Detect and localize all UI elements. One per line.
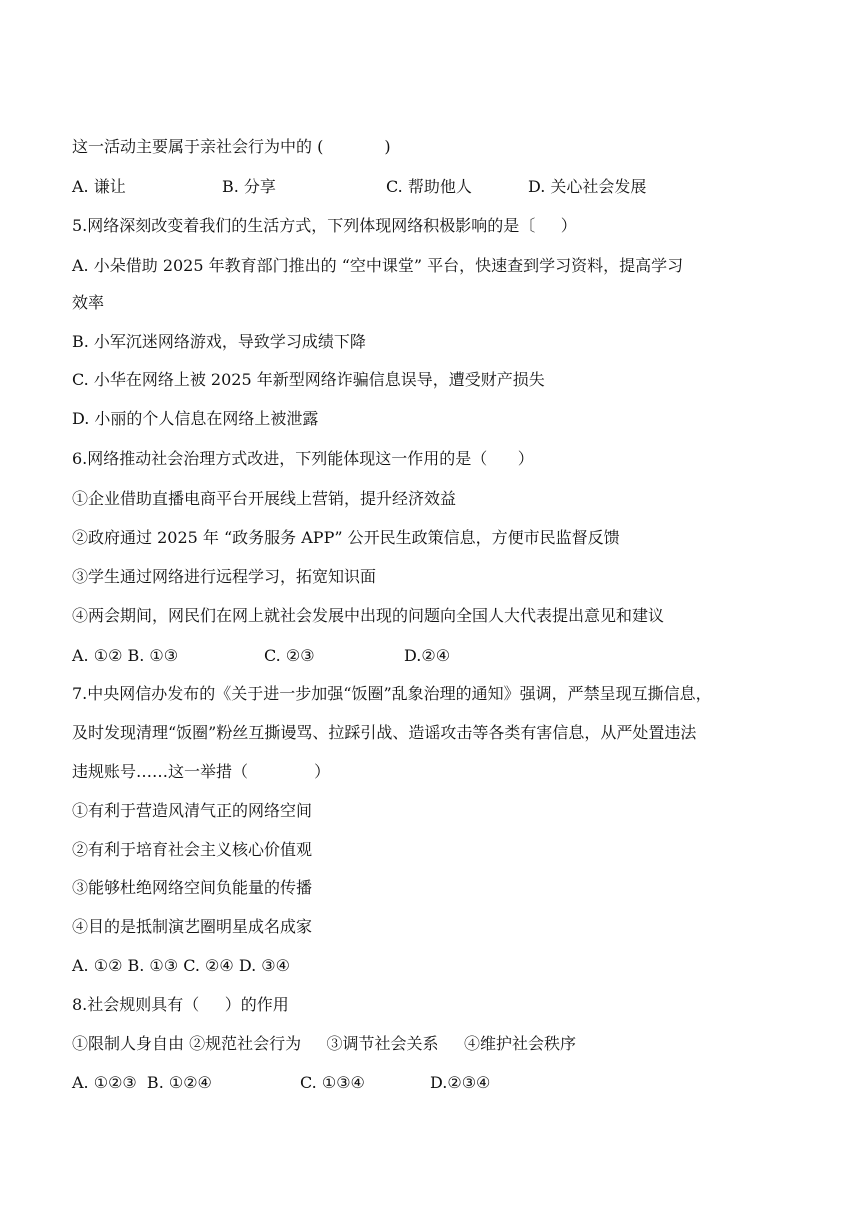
q7-statement-3: ③能够杜绝网络空间负能量的传播: [72, 878, 313, 897]
q5-option-c: C. 小华在网络上被 2025 年新型网络诈骗信息误导，遭受财产损失: [72, 370, 545, 389]
q7-options: A. ①② B. ①③ C. ②④ D. ③④: [72, 956, 290, 975]
q4-stem-tail: 这一活动主要属于亲社会行为中的 ( ): [72, 137, 391, 156]
q5-stem: 5.网络深刻改变着我们的生活方式，下列体现网络积极影响的是〔 ）: [72, 216, 577, 235]
q8-option-c: C. ①③④: [300, 1073, 365, 1092]
q4-option-c: C. 帮助他人: [386, 177, 472, 196]
q7-statement-2: ②有利于培育社会主义核心价值观: [72, 840, 313, 859]
q6-options-ab: A. ①② B. ①③: [72, 646, 179, 665]
q6-stem: 6.网络推动社会治理方式改进，下列能体现这一作用的是（ ）: [72, 449, 534, 468]
q6-option-d: D.②④: [404, 646, 451, 665]
q7-stem-line3: 违规账号……这一举措（ ）: [72, 762, 331, 781]
q5-option-d: D. 小丽的个人信息在网络上被泄露: [72, 409, 319, 428]
q7-statement-4: ④目的是抵制演艺圈明星成名成家: [72, 917, 313, 936]
q8-stem: 8.社会规则具有（ ）的作用: [72, 995, 289, 1014]
q6-option-c: C. ②③: [264, 646, 315, 665]
q5-option-a-line2: 效率: [72, 293, 105, 312]
q6-statement-3: ③学生通过网络进行远程学习，拓宽知识面: [72, 567, 377, 586]
q8-option-d: D.②③④: [430, 1073, 491, 1092]
q7-statement-1: ①有利于营造风清气正的网络空间: [72, 801, 313, 820]
q7-stem-line1: 7.中央网信办发布的《关于进一步加强“饭圈”乱象治理的通知》强调，严禁呈现互撕信息，: [72, 684, 712, 703]
q5-option-a-line1: A. 小朵借助 2025 年教育部门推出的 “空中课堂” 平台，快速查到学习资料，提高学习: [72, 256, 684, 275]
q8-options-ab: A. ①②③ B. ①②④: [72, 1073, 212, 1092]
q4-option-d: D. 关心社会发展: [528, 177, 647, 196]
q6-statement-4: ④两会期间，网民们在网上就社会发展中出现的问题向全国人大代表提出意见和建议: [72, 606, 665, 625]
q5-option-b: B. 小军沉迷网络游戏，导致学习成绩下降: [72, 332, 366, 351]
q6-statement-2: ②政府通过 2025 年 “政务服务 APP” 公开民生政策信息，方便市民监督反馈: [72, 528, 620, 547]
q4-option-a: A. 谦让: [72, 177, 126, 196]
q8-statements: ①限制人身自由 ②规范社会行为 ③调节社会关系 ④维护社会秩序: [72, 1034, 576, 1053]
q6-statement-1: ①企业借助直播电商平台开展线上营销，提升经济效益: [72, 489, 457, 508]
q7-stem-line2: 及时发现清理“饭圈”粉丝互撕谩骂、拉踩引战、造谣攻击等各类有害信息，从严处置违法: [72, 723, 697, 742]
q4-option-b: B. 分享: [222, 177, 276, 196]
